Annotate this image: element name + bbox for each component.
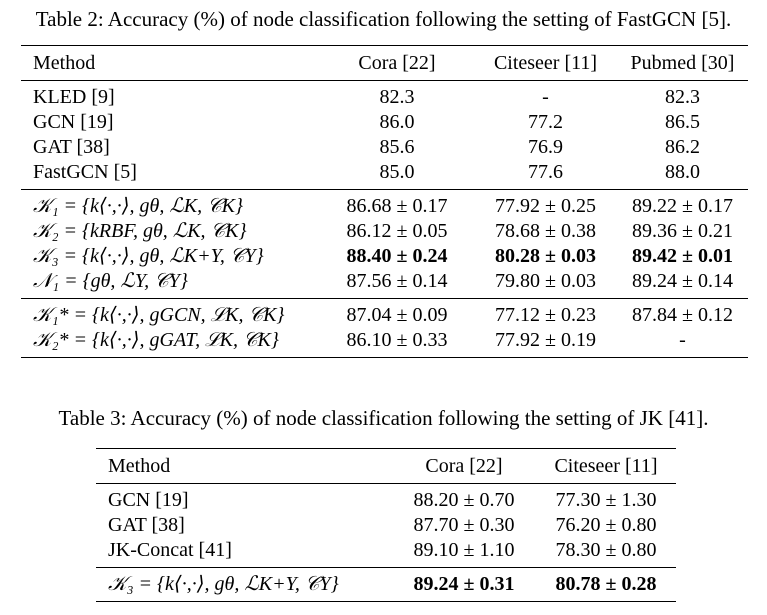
- method-cell: GCN [19]: [108, 489, 189, 511]
- header-cora: Cora [22]: [392, 449, 536, 484]
- citeseer-cell: 80.78 ± 0.28: [536, 568, 676, 602]
- method-cell: GAT [38]: [33, 136, 110, 158]
- pubmed-cell: 89.36 ± 0.21: [632, 220, 733, 242]
- pubmed-cell: 87.84 ± 0.12: [617, 299, 748, 329]
- pubmed-cell: 89.22 ± 0.17: [617, 190, 748, 220]
- method-cell: 𝒦₂ = {kRBF, gθ, ℒK, 𝒞K}: [33, 220, 247, 242]
- table-row: [21, 328, 748, 358]
- citeseer-cell: -: [542, 86, 549, 108]
- citeseer-cell: 77.30 ± 1.30: [555, 489, 657, 511]
- cora-cell: 87.04 ± 0.09: [320, 299, 474, 329]
- cora-cell: 87.56 ± 0.14: [346, 270, 448, 292]
- pubmed-cell: -: [679, 329, 686, 351]
- table-row: [21, 160, 748, 190]
- pubmed-cell: 86.2: [665, 136, 700, 158]
- table3-caption: Table 3: Accuracy (%) of node classification following the setting of JK [41].: [58, 406, 709, 430]
- header-method: Method: [21, 46, 320, 81]
- cora-cell: 86.68 ± 0.17: [320, 190, 474, 220]
- table-row: [21, 110, 748, 135]
- citeseer-cell: 77.12 ± 0.23: [474, 299, 617, 329]
- citeseer-cell: 77.6: [528, 161, 563, 183]
- cora-cell: 86.10 ± 0.33: [346, 329, 448, 351]
- pubmed-cell: 88.0: [665, 161, 700, 183]
- citeseer-cell: 77.92 ± 0.19: [495, 329, 596, 351]
- cora-cell: 88.20 ± 0.70: [413, 489, 515, 511]
- citeseer-cell: 78.68 ± 0.38: [495, 220, 596, 242]
- method-cell: GAT [38]: [108, 514, 185, 536]
- citeseer-cell: 80.28 ± 0.03: [495, 245, 596, 267]
- method-cell: 𝒦₂* = {k⟨·,·⟩, gGAT, ℒK, 𝒞K}: [33, 329, 279, 351]
- cora-cell: 87.70 ± 0.30: [413, 514, 515, 536]
- table3: [96, 448, 676, 602]
- cora-cell: 82.3: [379, 86, 415, 108]
- header-pubmed: Pubmed [30]: [617, 46, 748, 81]
- method-cell: FastGCN [5]: [33, 161, 137, 183]
- method-cell: GCN [19]: [33, 111, 114, 133]
- header-citeseer: Citeseer [11]: [536, 449, 676, 484]
- cora-cell: 86.0: [379, 111, 415, 133]
- header-method: Method: [96, 449, 392, 484]
- table-row: [96, 513, 676, 538]
- method-cell: 𝒦₃ = {k⟨·,·⟩, gθ, ℒK+Y, 𝒞Y}: [96, 568, 392, 602]
- table-row: [21, 81, 748, 111]
- citeseer-cell: 76.9: [528, 136, 563, 158]
- cora-cell: 85.0: [379, 161, 415, 183]
- pubmed-cell: 89.24 ± 0.14: [632, 270, 733, 292]
- cora-cell: 85.6: [379, 136, 415, 158]
- method-cell: KLED [9]: [33, 86, 115, 108]
- citeseer-cell: 79.80 ± 0.03: [495, 270, 596, 292]
- table-row: [21, 299, 748, 329]
- citeseer-cell: 78.30 ± 0.80: [555, 539, 657, 561]
- citeseer-cell: 77.92 ± 0.25: [474, 190, 617, 220]
- table-row: [96, 568, 676, 602]
- table2-header-row: [21, 46, 748, 81]
- header-cora: Cora [22]: [320, 46, 474, 81]
- citeseer-cell: 77.2: [528, 111, 563, 133]
- method-cell: 𝒦₁* = {k⟨·,·⟩, gGCN, ℒK, 𝒞K}: [21, 299, 320, 329]
- table-row: [21, 244, 748, 269]
- pubmed-cell: 86.5: [665, 111, 700, 133]
- cora-cell: 88.40 ± 0.24: [346, 245, 448, 267]
- table-row: [21, 219, 748, 244]
- table-row: [21, 135, 748, 160]
- header-citeseer: Citeseer [11]: [474, 46, 617, 81]
- table-row: [96, 538, 676, 568]
- cora-cell: 89.24 ± 0.31: [392, 568, 536, 602]
- table-row: [21, 269, 748, 299]
- method-cell: 𝒦₁ = {k⟨·,·⟩, gθ, ℒK, 𝒞K}: [21, 190, 320, 220]
- method-cell: JK-Concat [41]: [108, 539, 232, 561]
- table-row: [96, 484, 676, 514]
- cora-cell: 86.12 ± 0.05: [346, 220, 448, 242]
- method-cell: 𝒦₃ = {k⟨·,·⟩, gθ, ℒK+Y, 𝒞Y}: [33, 245, 264, 267]
- method-cell: 𝒩₁ = {gθ, ℒY, 𝒞Y}: [33, 270, 188, 292]
- table2-caption: Table 2: Accuracy (%) of node classification following the setting of FastGCN [5].: [35, 7, 732, 31]
- cora-cell: 89.10 ± 1.10: [413, 539, 515, 561]
- pubmed-cell: 82.3: [665, 86, 700, 108]
- pubmed-cell: 89.42 ± 0.01: [632, 245, 733, 267]
- citeseer-cell: 76.20 ± 0.80: [555, 514, 657, 536]
- table-row: [21, 190, 748, 220]
- table2: [21, 45, 748, 358]
- table3-header-row: [96, 449, 676, 484]
